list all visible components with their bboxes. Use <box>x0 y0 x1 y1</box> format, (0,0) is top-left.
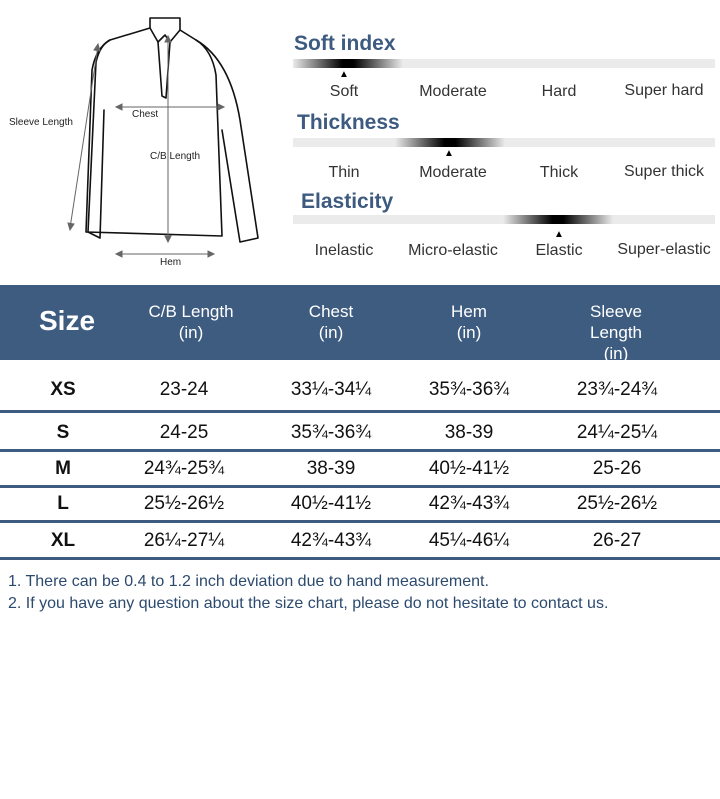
elasticity-option: Micro-elastic <box>408 242 498 259</box>
header-chest-unit: (in) <box>318 323 344 342</box>
triangle-up-icon: ▲ <box>554 229 564 240</box>
cell-chest: 40½-41½ <box>290 493 372 514</box>
cell-sleeve-length: 23¾-24¾ <box>576 379 658 400</box>
sleeve-length-label: Sleeve Length <box>9 117 73 128</box>
row-divider <box>0 410 720 413</box>
cell-sleeve-length: 25-26 <box>592 458 642 479</box>
header-cb-length-unit: (in) <box>178 323 204 342</box>
cell-size: S <box>56 422 70 443</box>
cell-chest: 35¾-36¾ <box>290 422 372 443</box>
shirt-measurement-diagram <box>0 0 290 280</box>
cell-hem: 42¾-43¾ <box>428 493 510 514</box>
soft-index-option: Soft <box>329 83 359 100</box>
cell-hem: 35¾-36¾ <box>428 379 510 400</box>
thickness-option: Moderate <box>419 164 487 181</box>
cell-chest: 38-39 <box>306 458 356 479</box>
thickness-option: Thin <box>328 164 360 181</box>
thickness-indicator <box>395 138 505 147</box>
thickness-scale <box>293 138 715 147</box>
thickness-option: Super thick <box>623 163 705 180</box>
cell-size: M <box>55 458 71 479</box>
header-chest <box>309 301 353 343</box>
cell-cb-length: 24-25 <box>159 422 209 443</box>
chest-label: Chest <box>132 109 159 120</box>
soft-index-option: Hard <box>541 83 577 100</box>
header-cb-length-name: C/B Length <box>148 302 234 321</box>
cell-cb-length: 26¼-27¼ <box>143 530 225 551</box>
cell-cb-length: 23-24 <box>159 379 209 400</box>
triangle-up-icon: ▲ <box>339 69 349 80</box>
thickness-title: Thickness <box>297 111 400 134</box>
cell-hem: 45¼-46¼ <box>428 530 510 551</box>
header-sleeve-length-unit: (in) <box>603 344 629 363</box>
soft-index-option: Moderate <box>419 83 487 100</box>
cell-sleeve-length: 25½-26½ <box>576 493 658 514</box>
cell-chest: 33¼-34¼ <box>290 379 372 400</box>
row-divider <box>0 520 720 523</box>
header-chest-name: Chest <box>308 302 354 321</box>
cell-cb-length: 25½-26½ <box>143 493 225 514</box>
thickness-option: Thick <box>539 164 579 181</box>
header-cb-length <box>148 301 233 343</box>
note-measurement-deviation: 1. There can be 0.4 to 1.2 inch deviation due to hand measurement. <box>8 573 489 590</box>
size-table-header <box>0 285 720 363</box>
triangle-up-icon: ▲ <box>444 148 454 159</box>
cell-sleeve-length: 24¼-25¼ <box>576 422 658 443</box>
soft-index-option: Super hard <box>624 82 704 99</box>
cell-cb-length: 24¾-25¾ <box>143 458 225 479</box>
elasticity-option: Elastic <box>535 242 583 259</box>
soft-index-indicator <box>293 59 403 68</box>
cell-size: L <box>57 493 69 514</box>
header-hem-name: Hem <box>451 302 487 321</box>
soft-index-title: Soft index <box>294 32 396 55</box>
cell-hem: 38-39 <box>444 422 494 443</box>
soft-index-scale <box>293 59 715 68</box>
header-sleeve-length <box>564 301 668 364</box>
elasticity-option: Super-elastic <box>617 241 711 258</box>
cell-sleeve-length: 26-27 <box>592 530 642 551</box>
elasticity-title: Elasticity <box>301 190 394 213</box>
row-divider <box>0 485 720 488</box>
row-divider <box>0 449 720 452</box>
header-hem-unit: (in) <box>456 323 482 342</box>
cell-chest: 42¾-43¾ <box>290 530 372 551</box>
note-contact-us: 2. If you have any question about the size chart, please do not hesitate to contact us. <box>8 595 609 612</box>
elasticity-option: Inelastic <box>314 242 374 259</box>
cell-hem: 40½-41½ <box>428 458 510 479</box>
hem-label: Hem <box>160 257 182 268</box>
elasticity-scale <box>293 215 715 224</box>
cell-size: XS <box>50 379 76 400</box>
shirt-illustration <box>0 0 290 280</box>
cb-length-label: C/B Length <box>150 151 201 162</box>
header-size: Size <box>38 305 96 336</box>
header-hem <box>451 301 487 343</box>
elasticity-indicator <box>503 215 613 224</box>
row-divider <box>0 557 720 560</box>
header-sleeve-length-name: Sleeve Length <box>590 302 642 342</box>
cell-size: XL <box>50 530 76 551</box>
